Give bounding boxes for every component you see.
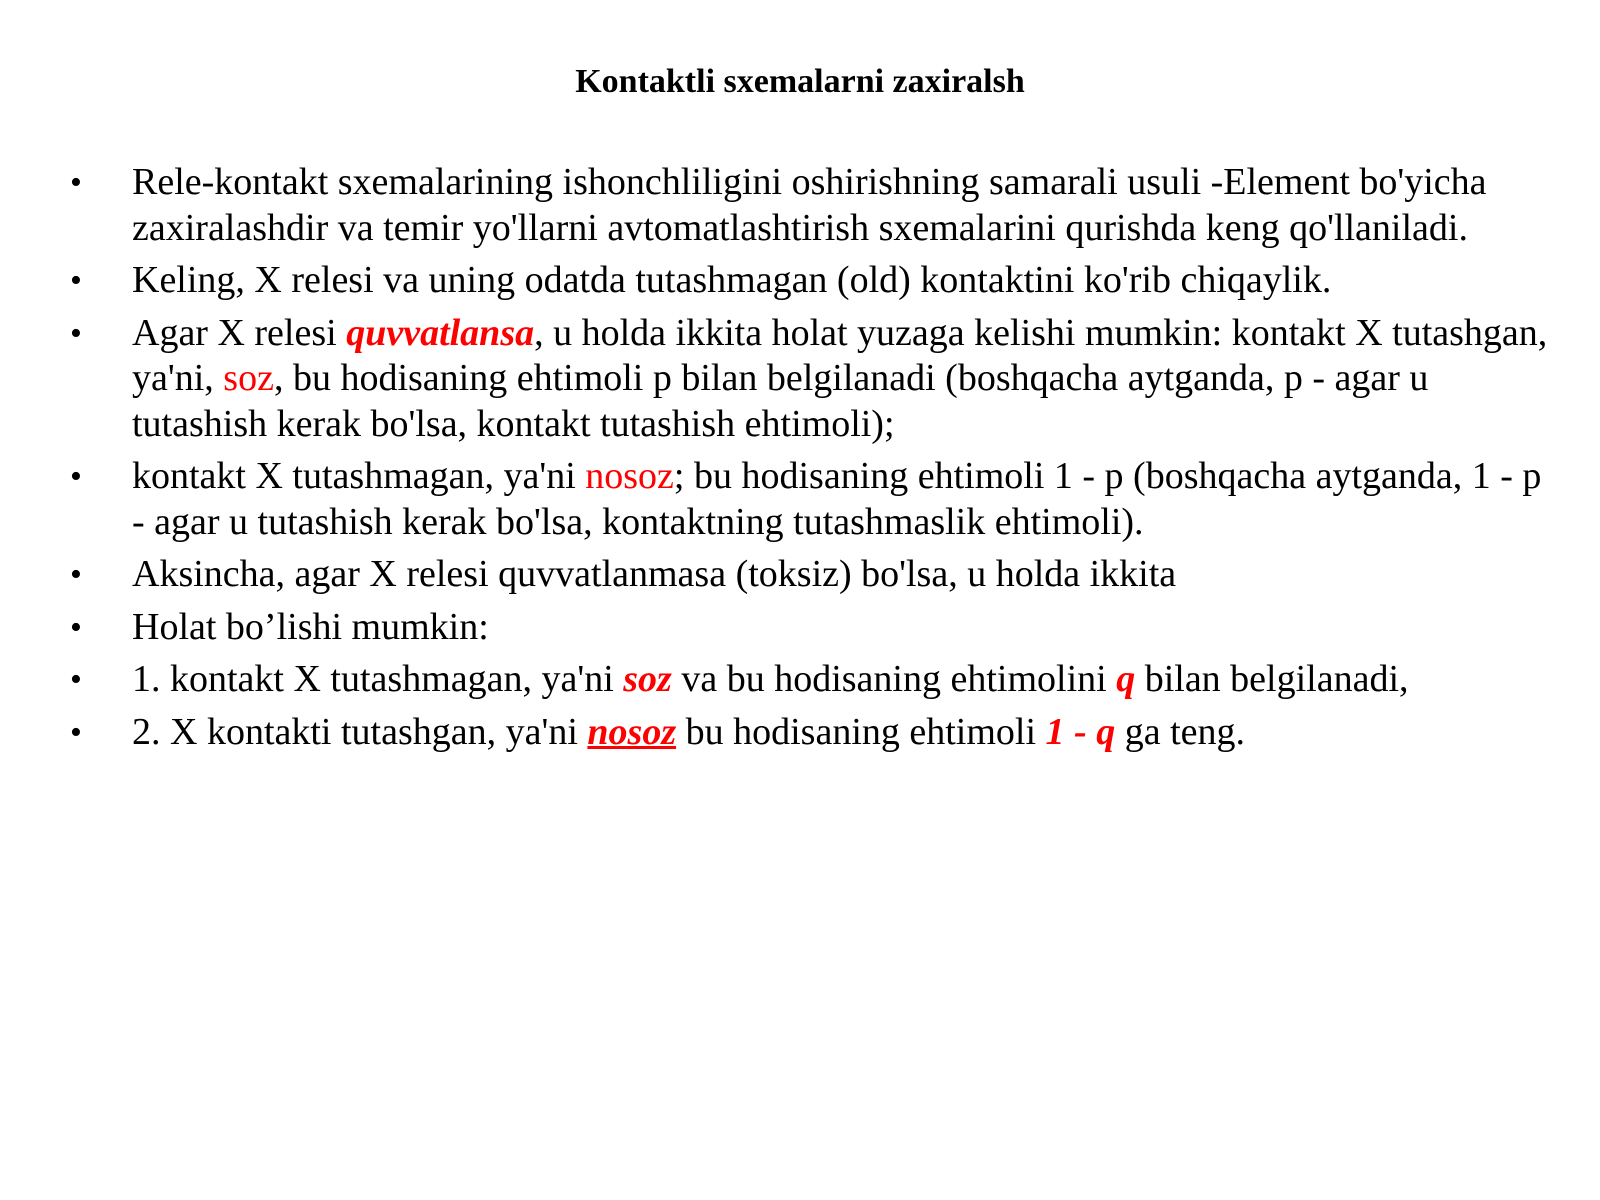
bullet-item-8 <box>70 710 1560 756</box>
highlight-term: quvvatlansa <box>346 311 535 354</box>
bullet-icon: • <box>70 713 82 751</box>
bullet-icon: • <box>70 458 82 495</box>
bullet-text: Holat bo’lishi mumkin: <box>132 605 489 648</box>
bullet-text: Keling, X relesi va uning odatda tutashmagan (old) kontaktini ko'rib chiqaylik. <box>132 259 1332 301</box>
slide-title: Kontaktli sxemalarni zaxiralsh <box>575 63 1025 100</box>
bullet-text: ga teng. <box>1115 710 1245 753</box>
bullet-item-5 <box>70 552 1560 598</box>
highlight-term: nosoz <box>585 455 674 497</box>
bullet-text: , bu hodisaning ehtimoli p bilan belgilanadi (boshqacha aytganda, p - agar u tutashish kerak bo'lsa, kontakt tutashish ehtimoli); <box>132 357 1429 445</box>
bullet-item-2 <box>70 258 1560 304</box>
bullet-text: 2. X kontakti tutashgan, ya'ni <box>132 710 588 753</box>
highlight-term: nosoz <box>587 710 677 753</box>
bullet-icon: • <box>70 608 82 646</box>
bullet-text: Rele-kontakt sxemalarining ishonchliligini oshirishning samarali usuli -Element bo'yicha zaxiralashdir va temir yo'llarni avtomatlashtirish sxemalarini qurishda keng qo'llaniladi. <box>132 161 1487 249</box>
bullet-icon: • <box>70 661 82 698</box>
bullet-text: bu hodisaning ehtimoli <box>676 710 1046 753</box>
highlight-term: q <box>1116 658 1136 700</box>
bullet-item-6 <box>70 605 1560 651</box>
highlight-term: soz <box>223 357 274 399</box>
bullet-text: 1. kontakt X tutashmagan, ya'ni <box>132 658 624 700</box>
bullet-text: kontakt X tutashmagan, ya'ni <box>132 455 586 497</box>
bullet-text: , u holda ikkita holat yuzaga kelishi mumkin: kontakt X tutashgan, ya'ni, <box>132 311 1548 399</box>
bullet-text: ; bu hodisaning ehtimoli 1 - p (boshqacha aytganda, 1 - p - agar u tutashish kerak bo'lsa, kontaktning tutashmaslik ehtimoli). <box>132 455 1542 543</box>
bullet-icon: • <box>70 556 82 593</box>
bullet-item-7 <box>70 657 1560 703</box>
bullet-list <box>70 160 1560 762</box>
highlight-term: 1 - q <box>1045 710 1116 753</box>
bullet-text: va bu hodisaning ehtimolini <box>671 658 1117 700</box>
bullet-icon: • <box>70 314 82 352</box>
bullet-icon: • <box>70 164 82 201</box>
bullet-item-1 <box>70 160 1560 251</box>
bullet-text: Aksincha, agar X relesi quvvatlanmasa (toksiz) bo'lsa, u holda ikkita <box>132 553 1177 595</box>
bullet-item-4 <box>70 454 1560 545</box>
bullet-item-3 <box>70 311 1560 448</box>
bullet-text: bilan belgilanadi, <box>1135 658 1409 700</box>
highlight-term: soz <box>623 658 672 700</box>
bullet-icon: • <box>70 262 82 299</box>
bullet-text: Agar X relesi <box>132 311 347 354</box>
